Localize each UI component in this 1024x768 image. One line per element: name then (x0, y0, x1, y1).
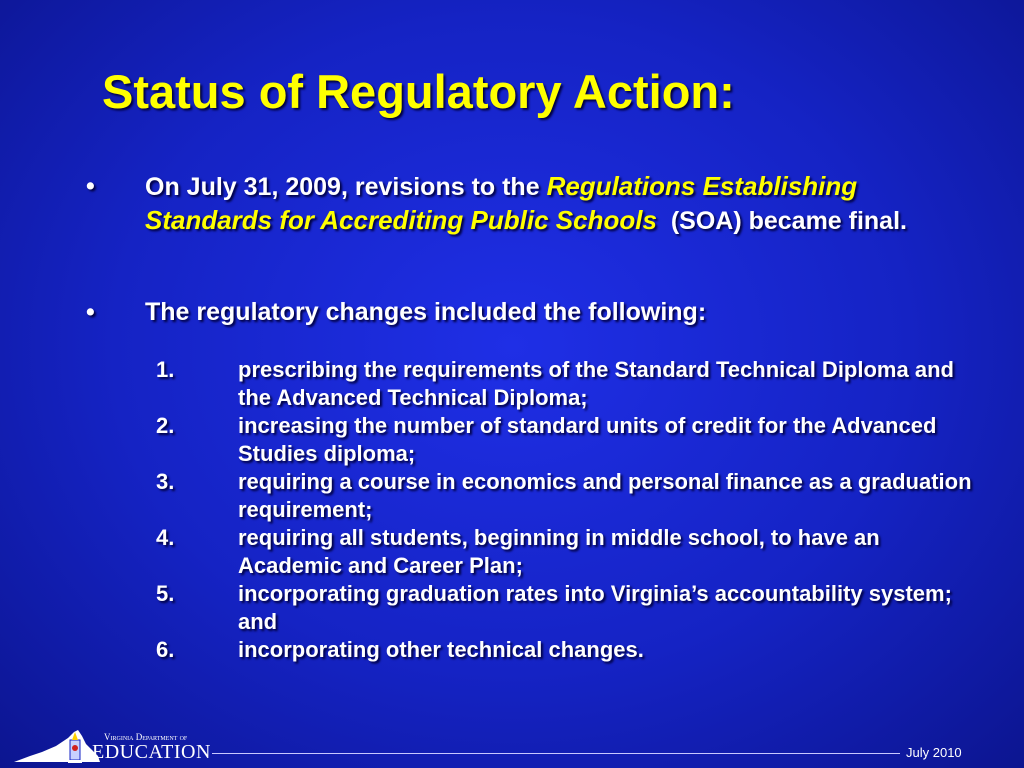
item-text: increasing the number of standard units of credit for the Advanced Studies diploma; (238, 413, 937, 466)
bullet-soa-final (86, 170, 926, 238)
list-item (154, 580, 974, 636)
bullet-suffix: (SOA) became final. (670, 207, 907, 235)
item-text: incorporating graduation rates into Virginia’s accountability system; and (238, 581, 952, 634)
item-number: 3. (156, 469, 175, 494)
footer-date: July 2010 (906, 745, 962, 760)
list-item (154, 636, 974, 664)
regulation-title: Regulations Establishing Standards for Accrediting Public Schools (145, 171, 858, 235)
virginia-map-icon (12, 726, 104, 766)
logo-main-text: EDUCATION (92, 741, 211, 763)
list-item (154, 468, 974, 524)
logo-top-text: Virginia Department of (104, 732, 188, 742)
bullet-text: The regulatory changes included the following: (145, 298, 707, 326)
item-text: requiring a course in economics and personal finance as a graduation requirement; (238, 469, 972, 522)
bullet-prefix: On July 31, 2009, revisions to the (145, 173, 540, 201)
item-number: 1. (156, 357, 175, 382)
bullet-marker: • (86, 298, 95, 326)
bullet-text (145, 170, 926, 238)
list-item (154, 356, 974, 412)
item-number: 5. (156, 581, 175, 606)
bullet-marker: • (86, 172, 95, 200)
item-number: 4. (156, 525, 175, 550)
numbered-list (154, 356, 974, 664)
item-text: incorporating other technical changes. (238, 637, 644, 662)
item-text: requiring all students, beginning in middle school, to have an Academic and Career Plan; (238, 525, 880, 578)
list-item (154, 412, 974, 468)
footer-divider (212, 753, 900, 754)
list-item (154, 524, 974, 580)
slide-title: Status of Regulatory Action: (102, 65, 735, 118)
item-number: 2. (156, 413, 175, 438)
item-number: 6. (156, 637, 175, 662)
bullet-changes (86, 296, 926, 329)
vdoe-logo (12, 726, 212, 766)
item-text: prescribing the requirements of the Standard Technical Diploma and the Advanced Technical Diploma; (238, 357, 954, 410)
